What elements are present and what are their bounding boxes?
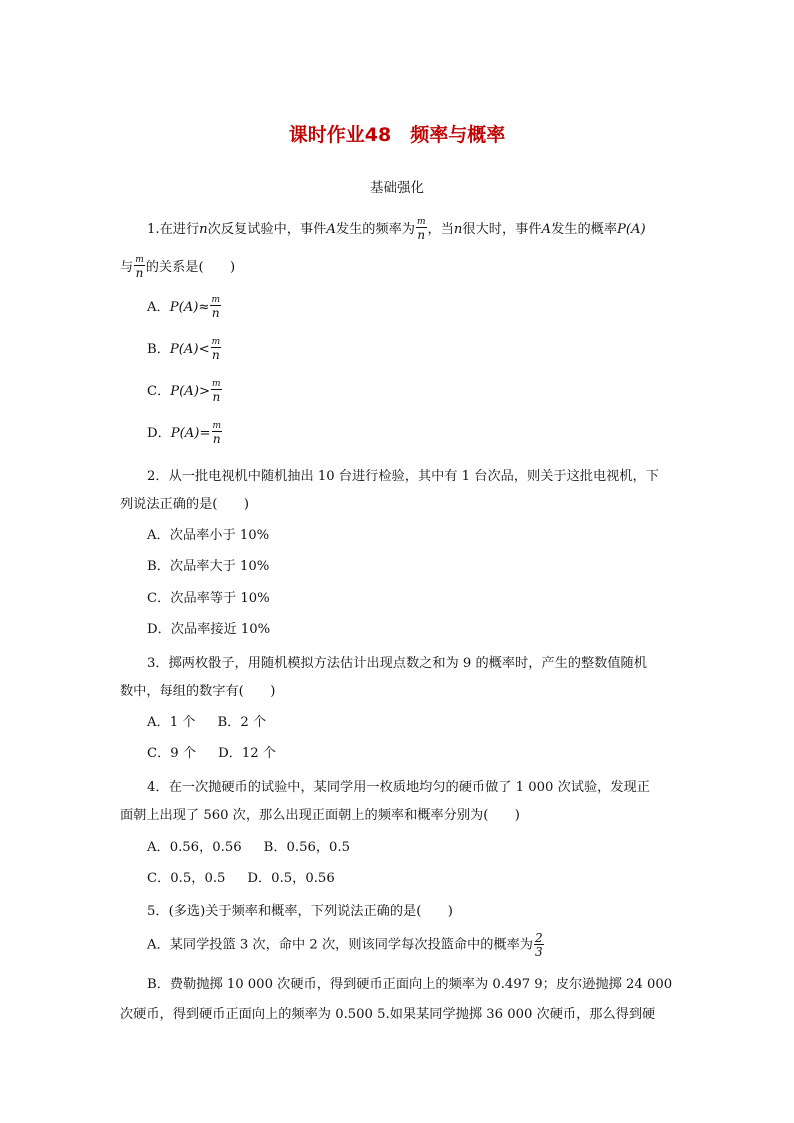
q1-option-b: B．P(A)< $\frac{m}{n}$ xyxy=(147,337,221,362)
q1-option-a: A．P(A)≈ $\frac{m}{n}$ xyxy=(147,295,221,320)
q2-option-a: A．次品率小于 10% xyxy=(147,528,270,543)
question-2-line-1: 2．从一批电视机中随机抽出 10 台进行检验，其中有 1 台次品，则关于这批电视机，下 xyxy=(147,469,659,484)
question-1-line-1: 1.在进行n次反复试验中，事件A发生的频率为 $\frac{m}{n}$ ，当n很大时，事件A发生的概率P(A) xyxy=(147,217,646,242)
question-3-line-2: 数中，每组的数字有( ) xyxy=(120,684,276,699)
q5-option-b-line-1: B．费勒抛掷 10 000 次硬币，得到硬币正面向上的频率为 0.497 9；皮尔逊抛掷 24 000 xyxy=(147,977,673,992)
fraction-m-over-n: $\frac{m}{n}$ xyxy=(211,337,221,362)
q1-option-c: C．P(A)> $\frac{m}{n}$ xyxy=(147,379,221,404)
q5-option-a: A．某同学投篮 3 次，命中 2 次，则该同学每次投篮命中的概率为 $\frac{2}{3}$ xyxy=(147,931,543,959)
q2-option-d: D．次品率接近 10% xyxy=(147,622,271,637)
fraction-m-over-n: $\frac{m}{n}$ xyxy=(135,255,144,280)
page-title: 课时作业48 频率与概率 xyxy=(288,124,506,146)
fraction-two-thirds: $\frac{2}{3}$ xyxy=(534,931,543,959)
fraction-m-over-n: $\frac{m}{n}$ xyxy=(417,217,426,242)
q1-option-d: D．P(A)= $\frac{m}{n}$ xyxy=(147,421,222,446)
question-5-line-1: 5．(多选)关于频率和概率，下列说法正确的是( ) xyxy=(147,904,453,919)
q3-options-cd: C．9 个 D．12 个 xyxy=(147,746,276,761)
q5-option-b-line-2: 次硬币，得到硬币正面向上的频率为 0.500 5.如果某同学抛掷 36 000 次硬币，那么得到硬 xyxy=(120,1007,656,1022)
fraction-m-over-n: $\frac{m}{n}$ xyxy=(212,379,221,404)
section-heading: 基础强化 xyxy=(370,180,424,196)
question-4-line-1: 4．在一次抛硬币的试验中，某同学用一枚质地均匀的硬币做了 1 000 次试验，发现正 xyxy=(147,780,650,795)
question-2-line-2: 列说法正确的是( ) xyxy=(120,497,249,512)
question-1-line-2: 与 $\frac{m}{n}$ 的关系是( ) xyxy=(120,255,236,280)
fraction-m-over-n: $\frac{m}{n}$ xyxy=(211,295,221,320)
q3-options-ab: A．1 个 B．2 个 xyxy=(147,715,267,730)
q4-options-ab: A．0.56，0.56 B．0.56，0.5 xyxy=(147,840,351,855)
fraction-m-over-n: $\frac{m}{n}$ xyxy=(212,421,222,446)
q4-options-cd: C．0.5，0.5 D．0.5，0.56 xyxy=(147,871,335,886)
q2-option-c: C．次品率等于 10% xyxy=(147,591,270,606)
question-4-line-2: 面朝上出现了 560 次，那么出现正面朝上的频率和概率分别为( ) xyxy=(120,808,520,823)
question-3-line-1: 3．掷两枚骰子，用随机模拟方法估计出现点数之和为 9 的概率时，产生的整数值随机 xyxy=(147,656,647,671)
q2-option-b: B．次品率大于 10% xyxy=(147,559,270,574)
